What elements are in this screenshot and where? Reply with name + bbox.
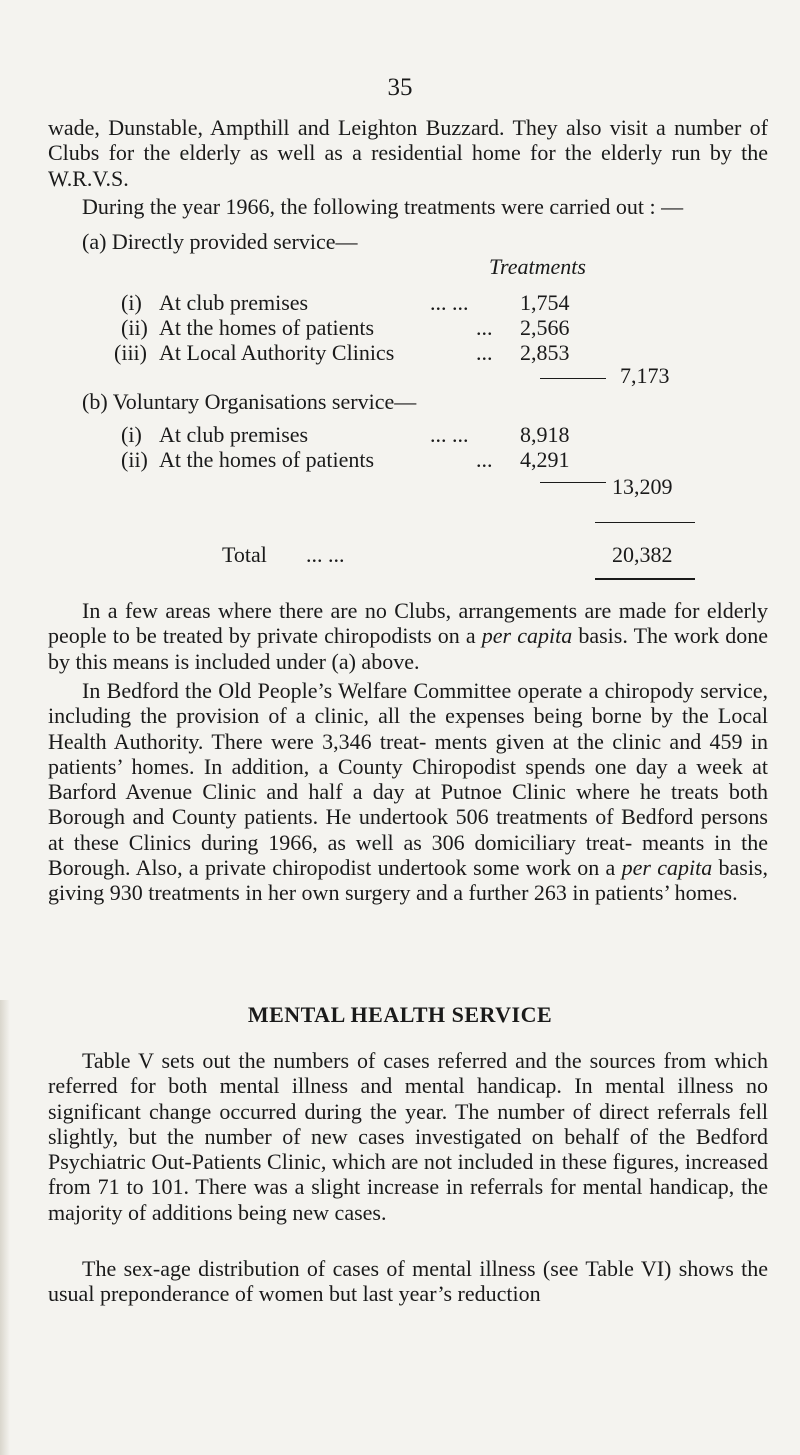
row-number: (i) — [121, 422, 142, 447]
section-b-label: (b) Voluntary Organisations service— — [82, 389, 417, 414]
paragraph-text: basis. The work done by this means is included under (a) above. — [48, 623, 768, 674]
row-leader-dots: ... ... — [430, 422, 469, 447]
treatments-column-header: Treatments — [489, 254, 586, 279]
total-top-rule — [595, 522, 695, 523]
paragraph-text: In a few areas where there are no Clubs, arrangements are made for elderly people to be treated by private chiropodists on a — [48, 598, 768, 649]
total-bottom-rule — [595, 578, 695, 580]
row-label: At the homes of patients — [159, 447, 375, 472]
subtotal-rule — [540, 482, 606, 483]
paragraph-sex-age — [48, 1256, 768, 1307]
table-row — [114, 340, 395, 366]
row-leader-dots: ... — [476, 315, 493, 340]
paragraph-bedford-chiropody — [48, 678, 768, 906]
intro-text: wade, Dunstable, Ampthill and Leighton Buzzard. They also visit a number of Clubs for the elderly as well as a residential home for the elderly run by the W.R.V.S. — [48, 115, 768, 191]
paragraph-table-v — [48, 1048, 768, 1225]
subtotal-value: 13,209 — [612, 474, 673, 499]
row-label: At club premises — [159, 290, 309, 315]
row-leader-dots: ... — [476, 447, 493, 472]
table-row — [121, 447, 375, 473]
row-value: 2,566 — [520, 315, 570, 340]
row-number: (ii) — [121, 447, 148, 472]
section-a-label: (a) Directly provided service— — [82, 229, 358, 254]
paragraph-text: The sex-age distribution of cases of mental illness (see Table VI) shows the usual preponderance of women but last year’s reduction — [48, 1256, 768, 1307]
row-value: 1,754 — [520, 290, 570, 315]
row-value: 2,853 — [520, 340, 570, 365]
paragraph-italic-text: per capita — [621, 855, 713, 881]
paragraph-text: Table V sets out the numbers of cases referred and the sources from which referred for both mental illness and mental handicap. In mental illness no significant change occurred during the year. The number of direct referrals fell slightly, but the number of new cases investigated on behalf of the Bedford Psychiatric Out-Patients Clinic, which are not included in these figures, increased from 71 to 101. There was a slight increase in referrals for mental handicap, the majority of additions being new cases. — [48, 1048, 768, 1225]
row-number: (i) — [121, 290, 142, 315]
total-leader-dots: ... ... — [306, 542, 345, 567]
table-row — [121, 315, 375, 341]
total-value: 20,382 — [612, 542, 673, 567]
paragraph-private-chiropodists — [48, 598, 768, 674]
paragraph-italic-text: per capita — [481, 623, 573, 649]
paragraph-text: In Bedford the Old People’s Welfare Committee operate a chiropody service, including the provision of a clinic, all the expenses being borne by the Local Health Authority. There were 3,346 treat- ments given at the clinic and 459 in patients’ homes. In addition, a County Chiropodist spends one day a week at Barford Avenue Clinic and half a day at Putnoe Clinic where he treats both Borough and County patients. He undertook 506 treatments of Bedford persons at these Clinics during 1966, as well as 306 domiciliary treat- meants in the Borough. Also, a private chiropodist undertook some work on a — [48, 678, 768, 881]
table-row — [121, 422, 309, 448]
row-label: At club premises — [159, 422, 309, 447]
paragraph-text: basis, giving 930 treatments in her own surgery and a further 263 in patients’ homes. — [48, 855, 768, 906]
page-number: 35 — [387, 74, 413, 101]
subtotal-rule — [540, 378, 606, 379]
section-heading: MENTAL HEALTH SERVICE — [247, 1002, 553, 1027]
subtotal-value: 7,173 — [620, 363, 670, 388]
row-label: At Local Authority Clinics — [159, 340, 395, 365]
table-row — [121, 290, 309, 316]
total-label: Total — [222, 542, 267, 567]
treatments-intro-paragraph — [48, 194, 768, 219]
row-number: (iii) — [114, 340, 147, 365]
row-label: At the homes of patients — [159, 315, 375, 340]
intro-paragraph — [48, 115, 768, 191]
row-leader-dots: ... ... — [430, 290, 469, 315]
row-value: 4,291 — [520, 447, 570, 472]
page-edge-shadow — [0, 1000, 10, 1455]
row-number: (ii) — [121, 315, 148, 340]
row-leader-dots: ... — [476, 340, 493, 365]
treatments-intro-text: During the year 1966, the following treatments were carried out : — — [82, 194, 684, 219]
row-value: 8,918 — [520, 422, 570, 447]
